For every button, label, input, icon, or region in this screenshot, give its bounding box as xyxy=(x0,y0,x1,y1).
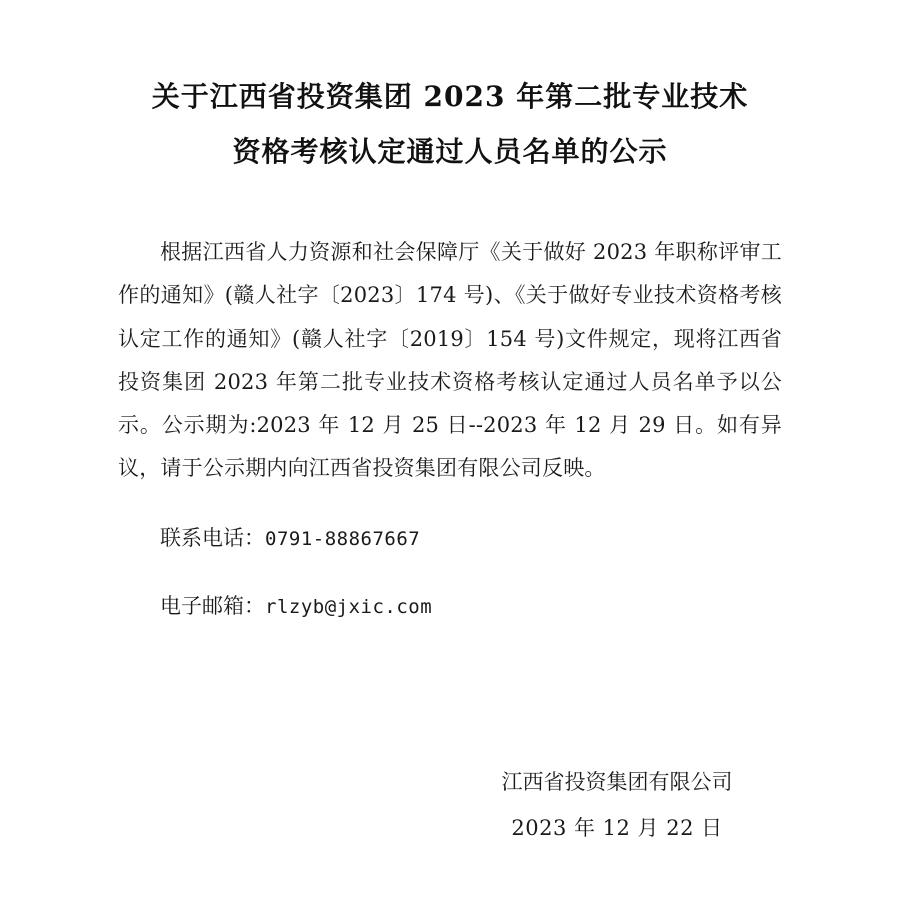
contact-email-value: rlzyb@jxic.com xyxy=(265,595,433,618)
body-paragraph-1: 根据江西省人力资源和社会保障厅《关于做好 2023 年职称评审工作的通知》(赣人社字〔2023〕174 号)、《关于做好专业技术资格考核认定工作的通知》(赣人社字〔2019〕154 号)文件规定，现将江西省投资集团 2023 年第二批专业技术资格考核认定通过人员名单予以公示。公示期为:2023 年 12 月 25 日--2023 年 12 月 29 日。如有异议，请于公示期内向江西省投资集团有限公司反映。 xyxy=(118,240,782,481)
contact-email xyxy=(118,559,782,627)
contact-phone xyxy=(118,491,782,559)
page-title-line-1: 关于江西省投资集团 2023 年第二批专业技术 xyxy=(151,80,749,113)
contact-phone-label: 联系电话： xyxy=(160,525,265,550)
page-title xyxy=(118,0,782,179)
signature-block xyxy=(452,759,782,851)
signature-date: 2023 年 12 月 22 日 xyxy=(511,815,723,840)
contact-phone-value: 0791-88867667 xyxy=(265,527,421,550)
signature-organization: 江西省投资集团有限公司 xyxy=(501,769,733,794)
page-title-line-2: 资格考核认定通过人员名单的公示 xyxy=(232,134,668,168)
contact-email-label: 电子邮箱： xyxy=(160,593,265,618)
document-body xyxy=(118,231,782,627)
